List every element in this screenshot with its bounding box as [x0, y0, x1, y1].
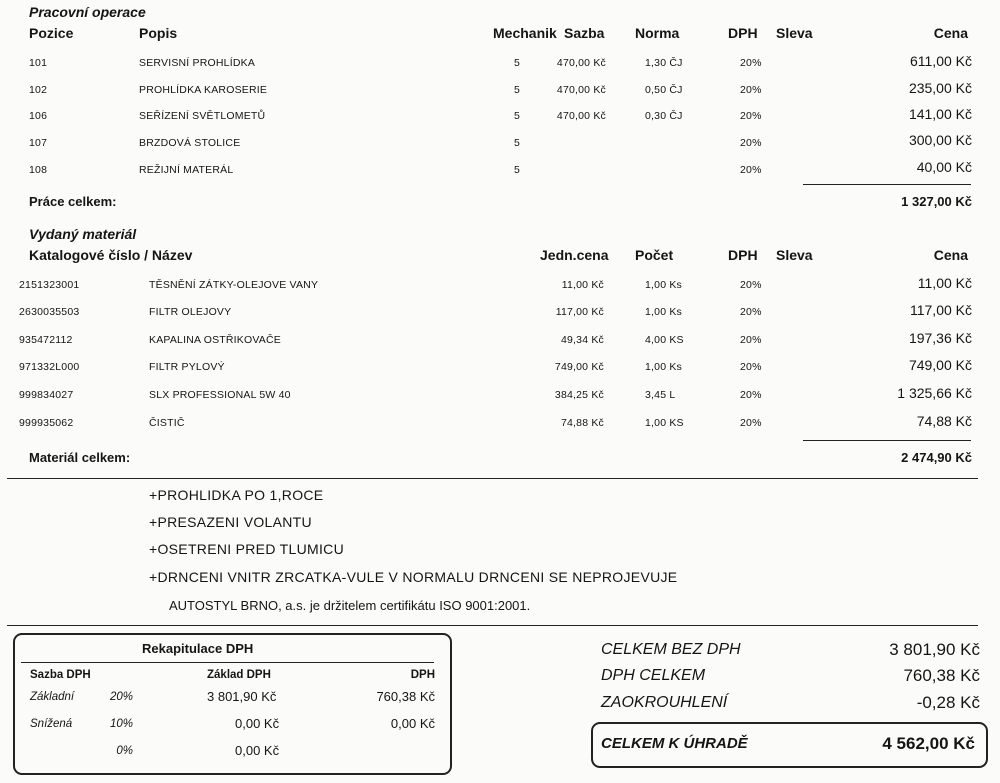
certificate-text: AUTOSTYL BRNO, a.s. je držitelem certifikátu ISO 9001:2001. — [169, 598, 531, 613]
row-popis: BRZDOVÁ STOLICE — [139, 137, 241, 149]
header-pocet: Počet — [635, 247, 674, 263]
row-pocet: 1,00 Ks — [645, 279, 683, 291]
row-cena: 300,00 Kč — [908, 132, 972, 148]
row-dph: 20% — [740, 137, 762, 149]
row-nazev: ČISTIČ — [149, 417, 185, 429]
row-pocet: 1,00 KS — [645, 417, 684, 429]
recap-row-name: Snížená — [30, 718, 73, 730]
row-cislo: 2151323001 — [19, 279, 80, 291]
recap-header-zaklad: Základ DPH — [207, 669, 271, 681]
row-popis: PROHLÍDKA KAROSERIE — [139, 84, 268, 96]
row-cena: 117,00 Kč — [909, 302, 972, 318]
recap-row-dph: 0,00 Kč — [390, 716, 435, 731]
vat-total-label: DPH CELKEM — [601, 667, 706, 684]
amount-due-box — [591, 722, 988, 768]
vat-recap-rule — [21, 662, 434, 663]
header-pozice: Pozice — [29, 25, 74, 41]
material-total-value: 2 474,90 Kč — [901, 450, 972, 465]
labor-subtotal-rule — [803, 184, 971, 185]
rounding-value: -0,28 Kč — [916, 693, 980, 712]
recap-header-sazba: Sazba DPH — [30, 669, 91, 681]
row-nazev: KAPALINA OSTŘIKOVAČE — [149, 334, 281, 346]
row-mechanik: 5 — [514, 57, 521, 69]
row-jedn-cena: 117,00 Kč — [555, 306, 604, 318]
row-dph: 20% — [740, 417, 762, 429]
row-dph: 20% — [740, 57, 762, 69]
vat-recap-box — [13, 633, 452, 775]
note-line: +DRNCENI VNITR ZRCATKA-VULE V NORMALU DRNCENI SE NEPROJEVUJE — [149, 569, 678, 585]
row-cislo: 2630035503 — [19, 306, 80, 318]
row-cislo: 999834027 — [19, 389, 74, 401]
row-dph: 20% — [740, 389, 762, 401]
recap-row-rate: 10% — [109, 718, 133, 730]
row-mechanik: 5 — [514, 84, 521, 96]
row-cena: 40,00 Kč — [916, 159, 972, 175]
row-dph: 20% — [740, 306, 762, 318]
row-jedn-cena: 384,25 Kč — [554, 389, 604, 401]
row-dph: 20% — [740, 334, 762, 346]
row-mechanik: 5 — [514, 164, 521, 176]
header-popis: Popis — [139, 25, 178, 41]
row-jedn-cena: 11,00 Kč — [561, 279, 604, 291]
row-cena: 141,00 Kč — [908, 106, 972, 122]
row-cislo: 999935062 — [19, 417, 74, 429]
recap-row-dph: 760,38 Kč — [376, 689, 435, 704]
header-sleva: Sleva — [776, 247, 813, 263]
header-sazba: Sazba — [564, 25, 605, 41]
row-pocet: 1,00 Ks — [645, 306, 683, 318]
rounding-label: ZAOKROUHLENÍ — [601, 694, 728, 711]
row-jedn-cena: 49,34 Kč — [560, 334, 604, 346]
row-pozice: 106 — [29, 110, 48, 122]
labor-total-label: Práce celkem: — [29, 194, 117, 209]
total-without-vat-value: 3 801,90 Kč — [889, 640, 980, 659]
header-jedn-cena: Jedn.cena — [540, 247, 609, 263]
row-cena: 197,36 Kč — [908, 330, 972, 346]
note-line: +OSETRENI PRED TLUMICU — [149, 541, 344, 557]
row-nazev: TĚSNĚNÍ ZÁTKY-OLEJOVE VANY — [149, 279, 319, 291]
header-katalog: Katalogové číslo / Název — [29, 247, 193, 263]
row-popis: REŽIJNÍ MATERÁL — [139, 164, 234, 176]
row-popis: SEŘÍZENÍ SVĚTLOMETŮ — [139, 110, 266, 122]
labor-section-title: Pracovní operace — [29, 4, 146, 20]
header-mechanik: Mechanik — [493, 25, 557, 41]
row-dph: 20% — [740, 110, 762, 122]
row-popis: SERVISNÍ PROHLÍDKA — [139, 57, 256, 69]
row-norma: 0,30 ČJ — [645, 110, 683, 122]
row-dph: 20% — [740, 84, 762, 96]
row-pozice: 107 — [29, 137, 48, 149]
row-pozice: 108 — [29, 164, 48, 176]
row-cislo: 971332L000 — [19, 361, 80, 373]
row-dph: 20% — [740, 279, 762, 291]
row-cena: 1 325,66 Kč — [897, 385, 972, 401]
amount-due-value: 4 562,00 Kč — [882, 734, 975, 753]
header-dph: DPH — [728, 247, 758, 263]
header-cena: Cena — [933, 25, 968, 41]
header-sleva: Sleva — [776, 25, 813, 41]
row-sazba: 470,00 Kč — [556, 57, 606, 69]
amount-due-label: CELKEM K ÚHRADĚ — [601, 735, 748, 752]
row-mechanik: 5 — [514, 110, 521, 122]
row-cena: 235,00 Kč — [908, 80, 972, 96]
recap-row-zaklad: 0,00 Kč — [235, 716, 280, 731]
row-pocet: 4,00 KS — [645, 334, 684, 346]
recap-row-zaklad: 3 801,90 Kč — [207, 689, 277, 704]
row-pozice: 102 — [29, 84, 48, 96]
bottom-divider — [7, 625, 978, 626]
recap-row-rate: 0% — [116, 745, 133, 757]
row-nazev: FILTR OLEJOVY — [149, 306, 232, 318]
row-jedn-cena: 749,00 Kč — [554, 361, 604, 373]
row-dph: 20% — [740, 164, 762, 176]
note-line: +PROHLIDKA PO 1,ROCE — [149, 487, 324, 503]
row-pocet: 3,45 L — [645, 389, 676, 401]
recap-row-rate: 20% — [109, 691, 133, 703]
row-mechanik: 5 — [514, 137, 521, 149]
total-without-vat-label: CELKEM BEZ DPH — [601, 641, 741, 658]
material-total-label: Materiál celkem: — [29, 450, 131, 465]
row-cena: 74,88 Kč — [916, 413, 972, 429]
row-norma: 0,50 ČJ — [645, 84, 683, 96]
vat-recap-title: Rekapitulace DPH — [142, 641, 254, 656]
section-divider — [7, 478, 978, 479]
row-cena: 611,00 Kč — [909, 53, 972, 69]
row-cena: 11,00 Kč — [917, 275, 972, 291]
row-nazev: SLX PROFESSIONAL 5W 40 — [149, 389, 291, 401]
material-subtotal-rule — [803, 440, 971, 441]
row-jedn-cena: 74,88 Kč — [560, 417, 604, 429]
header-norma: Norma — [635, 25, 680, 41]
row-dph: 20% — [740, 361, 762, 373]
row-sazba: 470,00 Kč — [556, 84, 606, 96]
header-dph: DPH — [728, 25, 758, 41]
recap-row-name: Základní — [30, 691, 75, 703]
row-pozice: 101 — [29, 57, 48, 69]
material-section-title: Vydaný materiál — [29, 226, 137, 242]
header-cena: Cena — [933, 247, 968, 263]
vat-total-value: 760,38 Kč — [903, 666, 980, 685]
row-cena: 749,00 Kč — [908, 357, 972, 373]
note-line: +PRESAZENI VOLANTU — [149, 514, 312, 530]
row-norma: 1,30 ČJ — [645, 57, 683, 69]
row-pocet: 1,00 Ks — [645, 361, 683, 373]
row-cislo: 935472112 — [19, 334, 73, 346]
row-nazev: FILTR PYLOVÝ — [149, 361, 225, 373]
row-sazba: 470,00 Kč — [556, 110, 606, 122]
recap-row-zaklad: 0,00 Kč — [235, 743, 280, 758]
labor-total-value: 1 327,00 Kč — [901, 194, 972, 209]
recap-header-dph: DPH — [410, 669, 435, 681]
